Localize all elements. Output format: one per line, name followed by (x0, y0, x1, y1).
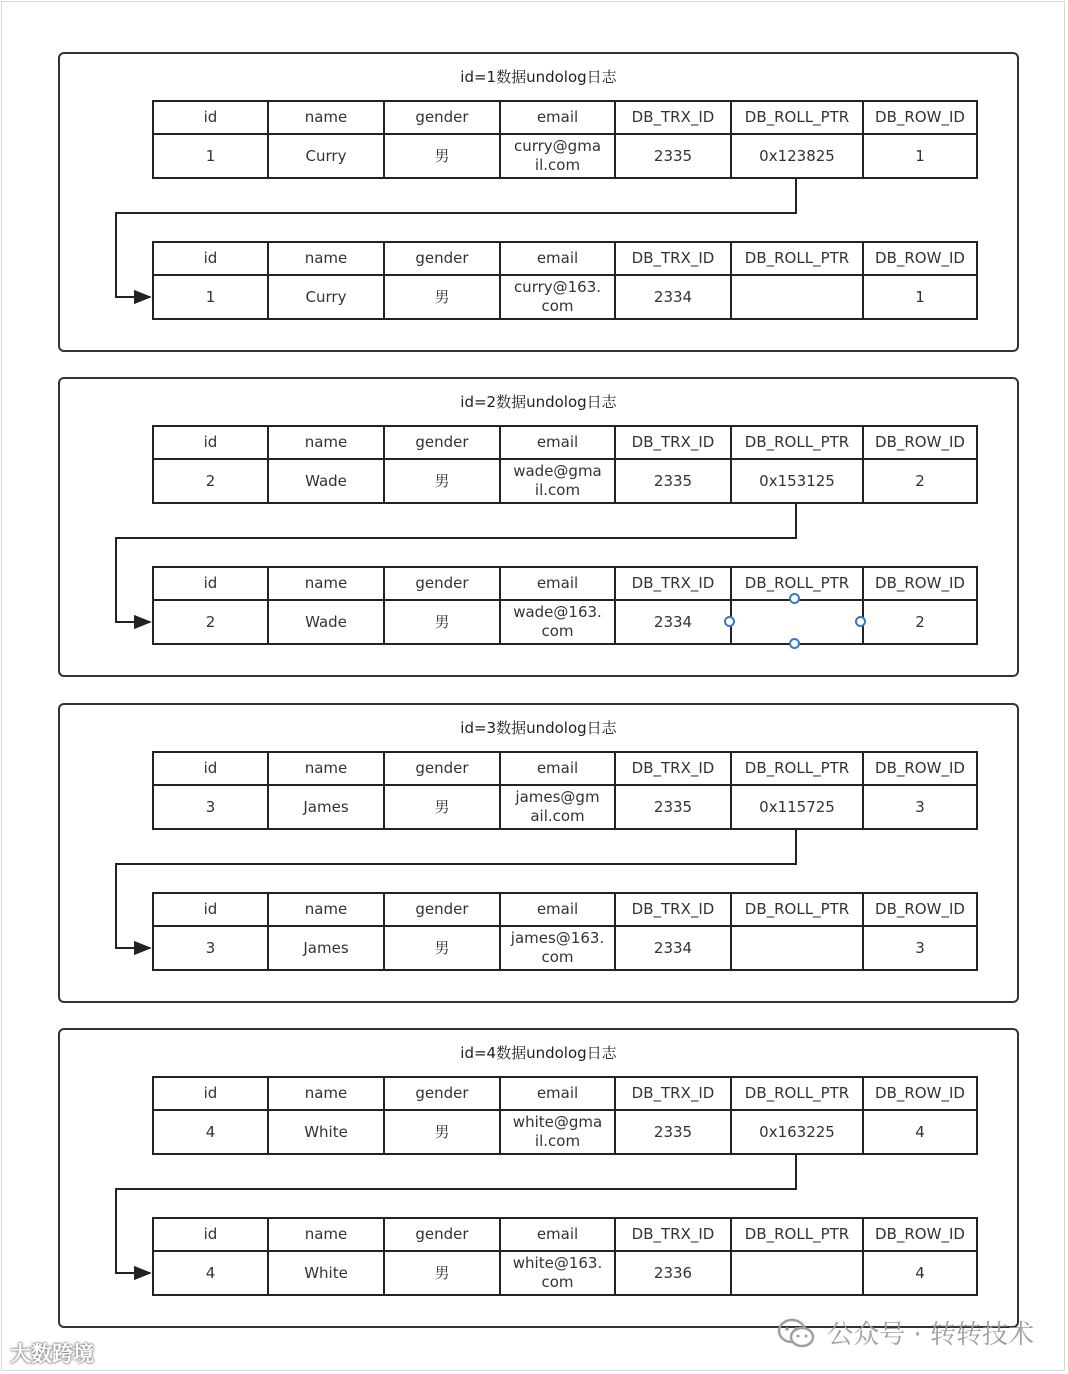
selection-handle-bottom[interactable] (789, 638, 800, 649)
cell-email[interactable]: white@gma il.com (500, 1110, 615, 1154)
cell-row[interactable]: 1 (863, 134, 977, 178)
current-row-table[interactable] (152, 1076, 978, 1155)
column-header: id (153, 567, 268, 600)
cell-trx[interactable]: 2335 (615, 459, 731, 503)
current-row-table[interactable] (152, 100, 978, 179)
cell-name[interactable]: Wade (268, 600, 384, 644)
header-row (153, 752, 977, 785)
column-header: id (153, 242, 268, 275)
cell-row[interactable]: 1 (863, 275, 977, 319)
watermark-left: 大数跨境 (10, 1342, 94, 1366)
current-row-table[interactable] (152, 751, 978, 830)
column-header: DB_TRX_ID (615, 242, 731, 275)
cell-id[interactable]: 4 (153, 1110, 268, 1154)
cell-row[interactable]: 4 (863, 1110, 977, 1154)
column-header: email (500, 1218, 615, 1251)
header-row (153, 1218, 977, 1251)
selection-handle-top[interactable] (789, 593, 800, 604)
selection-handle-left[interactable] (724, 616, 735, 627)
cell-row[interactable]: 3 (863, 926, 977, 970)
cell-row[interactable]: 3 (863, 785, 977, 829)
column-header: DB_TRX_ID (615, 752, 731, 785)
selection-handle-right[interactable] (855, 616, 866, 627)
cell-email[interactable]: wade@163. com (500, 600, 615, 644)
column-header: email (500, 426, 615, 459)
column-header: gender (384, 893, 500, 926)
column-header: email (500, 242, 615, 275)
cell-gender[interactable]: 男 (384, 1251, 500, 1295)
column-header: DB_TRX_ID (615, 1077, 731, 1110)
column-header: email (500, 101, 615, 134)
header-row (153, 567, 977, 600)
cell-roll[interactable] (731, 275, 863, 319)
column-header: name (268, 242, 384, 275)
cell-roll[interactable]: 0x123825 (731, 134, 863, 178)
column-header: gender (384, 1218, 500, 1251)
undolog-group-2 (58, 377, 1019, 677)
cell-trx[interactable]: 2335 (615, 1110, 731, 1154)
cell-id[interactable]: 4 (153, 1251, 268, 1295)
table-row[interactable] (153, 1251, 977, 1295)
cell-id[interactable]: 1 (153, 275, 268, 319)
cell-email[interactable]: wade@gma il.com (500, 459, 615, 503)
cell-gender[interactable]: 男 (384, 459, 500, 503)
column-header: DB_ROLL_PTR (731, 101, 863, 134)
column-header: DB_ROLL_PTR (731, 1218, 863, 1251)
cell-id[interactable]: 2 (153, 600, 268, 644)
cell-roll[interactable]: 0x115725 (731, 785, 863, 829)
cell-row[interactable]: 2 (863, 459, 977, 503)
column-header: name (268, 1218, 384, 1251)
column-header: DB_TRX_ID (615, 101, 731, 134)
table-row[interactable] (153, 600, 977, 644)
cell-roll[interactable] (731, 600, 863, 644)
column-header: DB_ROLL_PTR (731, 752, 863, 785)
cell-roll[interactable] (731, 926, 863, 970)
cell-roll[interactable] (731, 1251, 863, 1295)
column-header: DB_ROW_ID (863, 752, 977, 785)
header-row (153, 893, 977, 926)
cell-gender[interactable]: 男 (384, 275, 500, 319)
cell-email[interactable]: white@163. com (500, 1251, 615, 1295)
column-header: email (500, 752, 615, 785)
undolog-group-1 (58, 52, 1019, 352)
column-header: DB_ROW_ID (863, 893, 977, 926)
column-header: name (268, 567, 384, 600)
watermark-right-text: 公众号 · 转转技术 (827, 1320, 1034, 1350)
cell-gender[interactable]: 男 (384, 1110, 500, 1154)
cell-id[interactable]: 3 (153, 785, 268, 829)
group-title: id=3数据undolog日志 (460, 719, 617, 737)
column-header: DB_ROLL_PTR (731, 426, 863, 459)
undo-log-row-table[interactable] (152, 892, 978, 971)
group-title: id=1数据undolog日志 (460, 68, 617, 86)
column-header: DB_ROLL_PTR (731, 893, 863, 926)
current-row-table[interactable] (152, 425, 978, 504)
cell-id[interactable]: 2 (153, 459, 268, 503)
cell-name[interactable]: James (268, 785, 384, 829)
undo-log-row-table[interactable] (152, 241, 978, 320)
table-row[interactable] (153, 134, 977, 178)
column-header: DB_ROLL_PTR (731, 567, 863, 600)
cell-row[interactable]: 2 (863, 600, 977, 644)
header-row (153, 1077, 977, 1110)
cell-id[interactable]: 3 (153, 926, 268, 970)
column-header: id (153, 426, 268, 459)
table-row[interactable] (153, 926, 977, 970)
column-header: DB_ROW_ID (863, 242, 977, 275)
cell-gender[interactable]: 男 (384, 134, 500, 178)
column-header: id (153, 101, 268, 134)
column-header: DB_ROW_ID (863, 101, 977, 134)
column-header: email (500, 893, 615, 926)
table-row[interactable] (153, 275, 977, 319)
cell-trx[interactable]: 2336 (615, 1251, 731, 1295)
cell-roll[interactable]: 0x163225 (731, 1110, 863, 1154)
cell-email[interactable]: curry@163. com (500, 275, 615, 319)
undolog-group-3 (58, 703, 1019, 1003)
cell-trx[interactable]: 2334 (615, 600, 731, 644)
column-header: DB_ROLL_PTR (731, 242, 863, 275)
column-header: DB_TRX_ID (615, 893, 731, 926)
column-header: DB_TRX_ID (615, 1218, 731, 1251)
watermark-right (777, 1314, 1034, 1351)
table-row[interactable] (153, 459, 977, 503)
cell-name[interactable]: Wade (268, 459, 384, 503)
cell-trx[interactable]: 2334 (615, 926, 731, 970)
wechat-icon (777, 1318, 815, 1348)
column-header: gender (384, 752, 500, 785)
column-header: name (268, 1077, 384, 1110)
column-header: DB_ROLL_PTR (731, 1077, 863, 1110)
cell-email[interactable]: james@gm ail.com (500, 785, 615, 829)
cell-roll[interactable]: 0x153125 (731, 459, 863, 503)
group-title: id=4数据undolog日志 (460, 1044, 617, 1062)
cell-gender[interactable]: 男 (384, 785, 500, 829)
header-row (153, 426, 977, 459)
column-header: name (268, 426, 384, 459)
cell-name[interactable]: James (268, 926, 384, 970)
table-row[interactable] (153, 785, 977, 829)
column-header: name (268, 752, 384, 785)
cell-trx[interactable]: 2335 (615, 785, 731, 829)
column-header: gender (384, 242, 500, 275)
cell-trx[interactable]: 2334 (615, 275, 731, 319)
undo-log-row-table[interactable] (152, 566, 978, 645)
cell-name[interactable]: White (268, 1110, 384, 1154)
table-row[interactable] (153, 1110, 977, 1154)
cell-row[interactable]: 4 (863, 1251, 977, 1295)
header-row (153, 101, 977, 134)
column-header: DB_TRX_ID (615, 567, 731, 600)
column-header: email (500, 1077, 615, 1110)
column-header: gender (384, 426, 500, 459)
column-header: name (268, 101, 384, 134)
cell-trx[interactable]: 2335 (615, 134, 731, 178)
cell-gender[interactable]: 男 (384, 926, 500, 970)
cell-email[interactable]: james@163. com (500, 926, 615, 970)
column-header: DB_ROW_ID (863, 1218, 977, 1251)
undolog-group-4 (58, 1028, 1019, 1328)
column-header: id (153, 1077, 268, 1110)
column-header: DB_ROW_ID (863, 426, 977, 459)
cell-id[interactable]: 1 (153, 134, 268, 178)
column-header: gender (384, 101, 500, 134)
undo-log-row-table[interactable] (152, 1217, 978, 1296)
column-header: DB_ROW_ID (863, 567, 977, 600)
cell-name[interactable]: White (268, 1251, 384, 1295)
cell-name[interactable]: Curry (268, 275, 384, 319)
column-header: DB_ROW_ID (863, 1077, 977, 1110)
group-title: id=2数据undolog日志 (460, 393, 617, 411)
column-header: name (268, 893, 384, 926)
cell-gender[interactable]: 男 (384, 600, 500, 644)
column-header: id (153, 752, 268, 785)
header-row (153, 242, 977, 275)
column-header: gender (384, 1077, 500, 1110)
column-header: email (500, 567, 615, 600)
cell-name[interactable]: Curry (268, 134, 384, 178)
cell-email[interactable]: curry@gma il.com (500, 134, 615, 178)
column-header: id (153, 1218, 268, 1251)
column-header: gender (384, 567, 500, 600)
column-header: DB_TRX_ID (615, 426, 731, 459)
column-header: id (153, 893, 268, 926)
